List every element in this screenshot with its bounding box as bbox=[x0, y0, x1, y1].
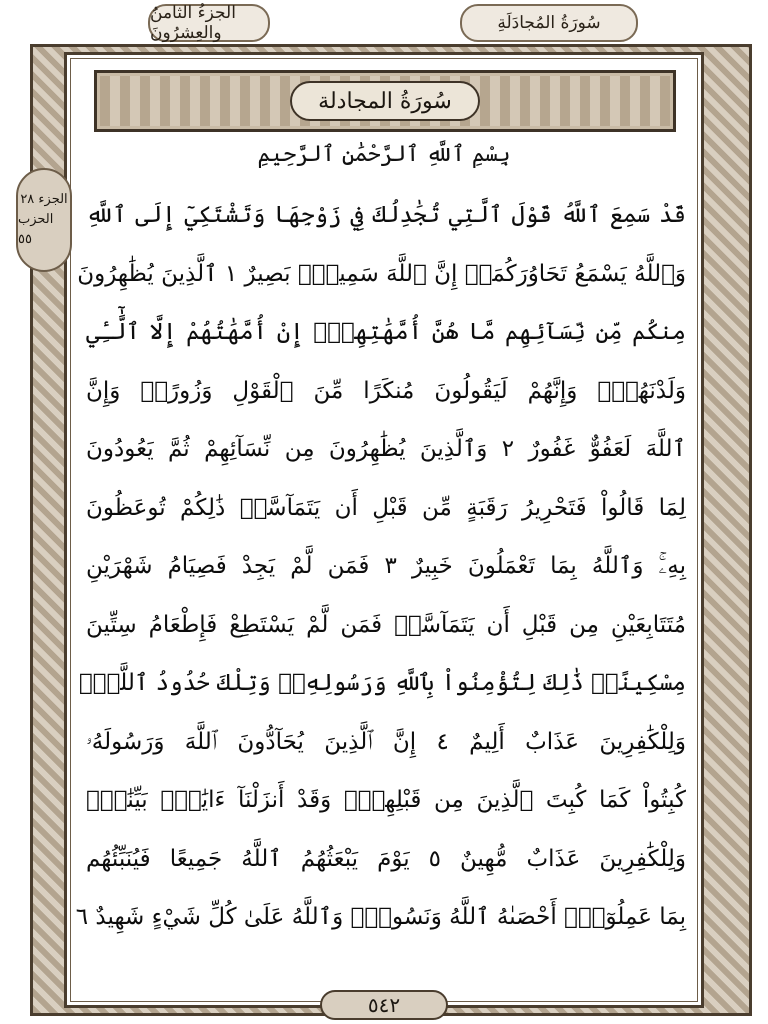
verse-line: كُبِتُواْ كَمَا كُبِتَ ٱلَّذِينَ مِن قَبْلِهِمْۚ وَقَدْ أَنزَلْنَآ ءَايَٰتِۭ بَيِّنَٰتٍۚ bbox=[86, 787, 686, 813]
verse-line: مِنكُم مِّن نِّسَآئِهِم مَّا هُنَّ أُمَّهَٰتِهِمْۖ إِنْ أُمَّهَٰتُهُمْ إِلَّا ٱلَّٰٓـِٔي bbox=[86, 319, 686, 345]
verse-line: مُتَتَابِعَيْنِ مِن قَبْلِ أَن يَتَمَآسَّاۖ فَمَن لَّمْ يَسْتَطِعْ فَإِطْعَامُ سِتِّينَ bbox=[86, 611, 686, 638]
verse-line: بِمَا عَمِلُوٓاْۚ أَحْصَىٰهُ ٱللَّهُ وَنَسُوهُۚ وَٱللَّهُ عَلَىٰ كُلِّ شَيْءٍ شَهِيدٌ ٦ bbox=[75, 904, 686, 930]
surah-header bbox=[460, 4, 638, 42]
surah-title-cartouche bbox=[290, 81, 480, 121]
surah-title: سُورَةُ المجادلة bbox=[318, 88, 452, 114]
juz-side-marker bbox=[16, 168, 72, 272]
juz-header-text: الجزءُ الثامنُ والعِشرُونَ bbox=[150, 3, 236, 43]
verse-line: وَلِلْكَٰفِرِينَ عَذَابٌ أَلِيمٌ ٤ إِنَّ ٱلَّذِينَ يُحَآدُّونَ ٱللَّهَ وَرَسُولَهُۥ bbox=[86, 728, 687, 755]
verse-line: وَٱللَّهُ يَسْمَعُ تَحَاوُرَكُمَآۚ إِنَّ ٱللَّهَ سَمِيعٌۢ بَصِيرٌ ١ ٱلَّذِينَ يُظَٰهِرُونَ bbox=[77, 260, 686, 287]
verse-line: ٱللَّهَ لَعَفُوٌّ غَفُورٌ ٢ وَٱلَّذِينَ يُظَٰهِرُونَ مِن نِّسَآئِهِمْ ثُمَّ يَعُودُونَ bbox=[86, 436, 686, 462]
verse-line: مِسْكِينًاۚ ذَٰلِكَ لِتُؤْمِنُواْ بِٱللَّهِ وَرَسُولِهِۦۚ وَتِلْكَ حُدُودُ ٱللَّهِۗ bbox=[78, 670, 686, 696]
basmala: بِسْمِ ٱللَّهِ ٱلرَّحْمَٰنِ ٱلرَّحِيمِ bbox=[257, 142, 511, 167]
verse-line: وَلَدْنَهُمْۚ وَإِنَّهُمْ لَيَقُولُونَ مُنكَرًا مِّنَ ٱلْقَوْلِ وَزُورًاۚ وَإِنَّ bbox=[86, 377, 686, 404]
juz-header bbox=[148, 4, 270, 42]
verse-line: قَدْ سَمِعَ ٱللَّهُ قَوْلَ ٱلَّتِي تُجَٰدِلُكَ فِي زَوْجِهَا وَتَشْتَكِيٓ إِلَى ٱللَّهِ bbox=[86, 202, 686, 228]
verse-line: بِهِۦۚ وَٱللَّهُ بِمَا تَعْمَلُونَ خَبِيرٌ ٣ فَمَن لَّمْ يَجِدْ فَصِيَامُ شَهْرَيْنِ bbox=[86, 553, 686, 579]
verse-lines bbox=[75, 186, 687, 947]
surah-title-banner bbox=[94, 70, 676, 132]
hizb-number: الحزب ٥٥ bbox=[18, 212, 54, 247]
page-number bbox=[320, 990, 448, 1020]
verse-line: وَلِلْكَٰفِرِينَ عَذَابٌ مُّهِينٌ ٥ يَوْمَ يَبْعَثُهُمُ ٱللَّهُ جَمِيعًا فَيُنَبِّئُهُم bbox=[86, 845, 686, 872]
page-number-text: ٥٤٢ bbox=[367, 993, 401, 1017]
surah-header-text: سُورَةُ المُجادَلَةِ bbox=[497, 13, 601, 33]
juz-number: الجزء ٢٨ bbox=[20, 192, 68, 207]
verse-line: لِمَا قَالُواْ فَتَحْرِيرُ رَقَبَةٍ مِّن قَبْلِ أَن يَتَمَآسَّاۚ ذَٰلِكُمْ تُوعَظُونَ bbox=[86, 494, 686, 521]
